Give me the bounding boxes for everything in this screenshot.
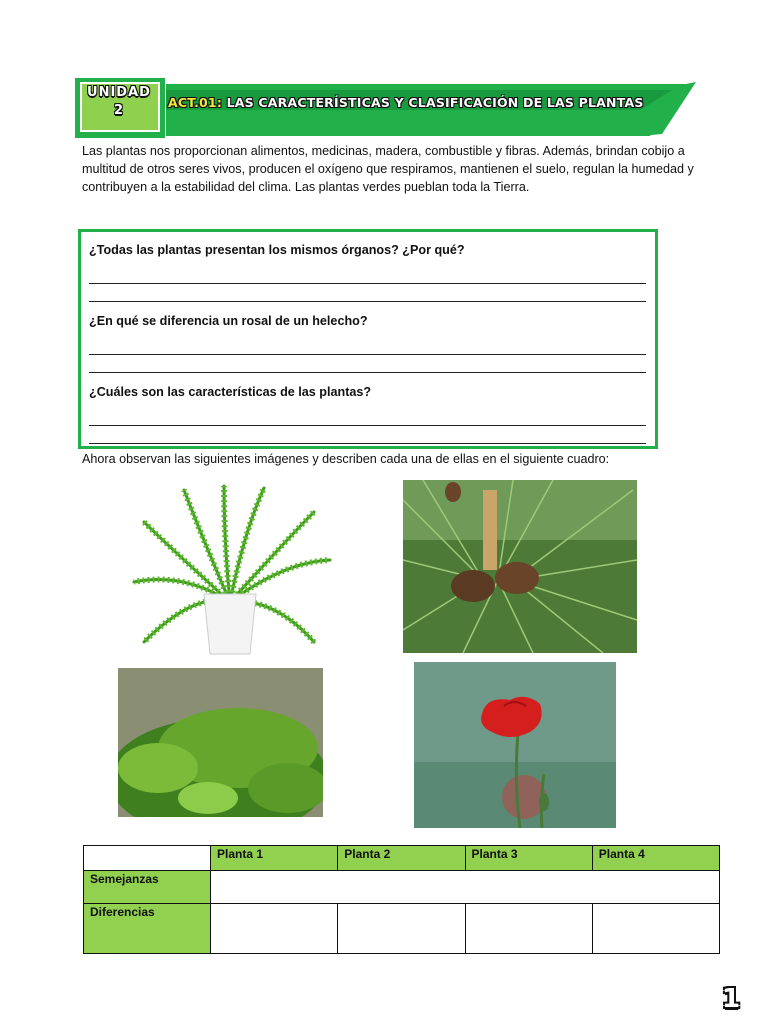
answer-line[interactable] [89,443,646,444]
unit-badge [80,84,158,130]
instruction-text: Ahora observan las siguientes imágenes y describen cada una de ellas en el siguiente cuadro: [82,452,610,466]
answer-line[interactable] [89,301,646,302]
answer-line[interactable] [89,354,646,355]
questions-box [78,229,658,449]
diferencias-answer-cell[interactable] [465,904,592,954]
page-number: 1 [722,984,741,1014]
question-2: ¿En qué se diferencia un rosal de un helecho? [89,314,368,328]
pine-cones-photo [403,480,637,653]
table-header: Planta 2 [338,846,465,871]
diferencias-answer-cell[interactable] [211,904,338,954]
activity-title-text: LAS CARACTERÍSTICAS Y CLASIFICACIÓN DE LAS PLANTAS [222,95,644,110]
table-header: Planta 4 [592,846,719,871]
table-row [84,871,720,904]
answer-line[interactable] [89,372,646,373]
moss-photo [118,668,323,817]
fern-photo [124,482,336,656]
row-label-semejanzas: Semejanzas [84,871,211,904]
unit-label: UNIDAD [87,85,151,100]
table-row [84,904,720,954]
diferencias-answer-cell[interactable] [592,904,719,954]
question-1: ¿Todas las plantas presentan los mismos órganos? ¿Por qué? [89,243,465,257]
diferencias-answer-cell[interactable] [338,904,465,954]
row-label-diferencias: Diferencias [84,904,211,954]
unit-number: 2 [113,103,125,118]
table-header: Planta 1 [211,846,338,871]
answer-line[interactable] [89,283,646,284]
activity-title [168,95,648,115]
answer-line[interactable] [89,425,646,426]
table-header-row [84,846,720,871]
intro-paragraph: Las plantas nos proporcionan alimentos, medicinas, madera, combustible y fibras. Además, brindan cobijo a multitud de otros seres vivos, producen el oxígeno que respiramos, mantienen el suelo, regulan la humedad y contribuyen a la estabilidad del clima. Las plantas verdes pueblan toda la Tierra. [82,144,694,194]
activity-code: ACT.01: [168,95,223,110]
table-header: Planta 3 [465,846,592,871]
poppy-photo [414,662,616,828]
question-3: ¿Cuáles son las características de las plantas? [89,385,372,399]
comparison-table [83,845,720,954]
table-corner-cell [84,846,211,871]
semejanzas-answer-cell[interactable] [211,871,720,904]
